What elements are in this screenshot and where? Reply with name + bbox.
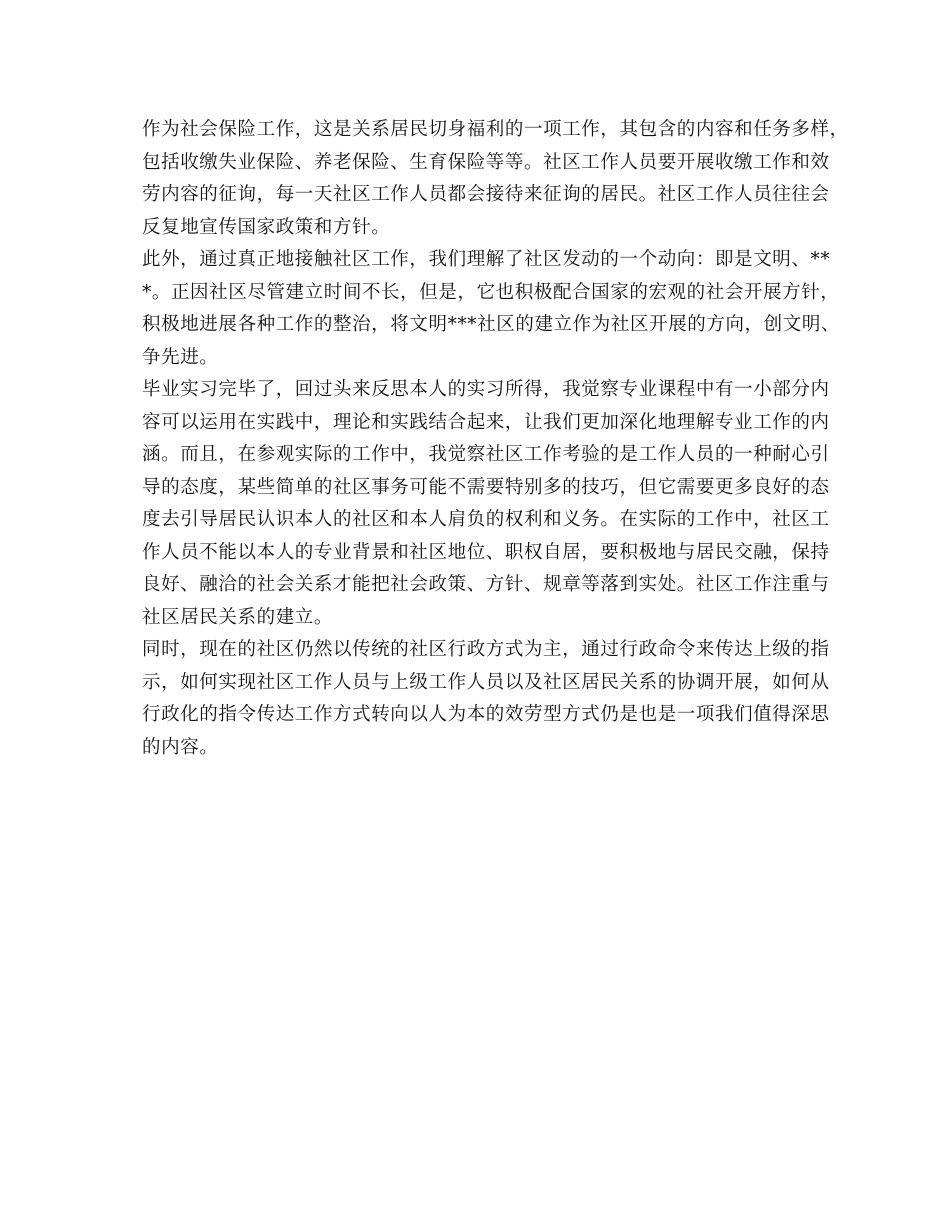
text-line: 毕业实习完毕了，回过头来反思本人的实习所得，我觉察专业课程中有一小部分内 <box>142 379 830 400</box>
text-line: 争先进。 <box>142 346 219 368</box>
text-line: 作人员不能以本人的专业背景和社区地位、职权自居，要积极地与居民交融，保持 <box>142 541 830 563</box>
text-line: 涵。而且，在参观实际的工作中，我觉察社区工作考验的是工作人员的一种耐心引 <box>142 444 830 465</box>
text-line: 行政化的指令传达工作方式转向以人为本的效劳型方式仍是也是一项我们值得深思 <box>142 704 830 725</box>
text-line: 劳内容的征询，每一天社区工作人员都会接待来征询的居民。社区工作人员往往会 <box>142 184 830 205</box>
text-line: 示，如何实现社区工作人员与上级工作人员以及社区居民关系的协调开展，如何从 <box>142 671 830 693</box>
text-line: 的内容。 <box>142 736 219 758</box>
text-line: 导的态度，某些简单的社区事务可能不需要特别多的技巧，但它需要更多良好的态 <box>142 476 830 498</box>
text-line: 反复地宣传国家政策和方针。 <box>142 216 391 238</box>
text-line: 度去引导居民认识本人的社区和本人肩负的权利和义务。在实际的工作中，社区工 <box>142 509 830 530</box>
document-body <box>142 114 849 764</box>
text-line: 容可以运用在实践中，理论和实践结合起来，让我们更加深化地理解专业工作的内 <box>142 411 830 433</box>
text-line: 良好、融洽的社会关系才能把社会政策、方针、规章等落到实处。社区工作注重与 <box>142 574 830 595</box>
text-line: 社区居民关系的建立。 <box>142 606 334 628</box>
text-line: *。正因社区尽管建立时间不长，但是，它也积极配合国家的宏观的社会开展方针， <box>142 281 840 303</box>
text-line: 积极地进展各种工作的整治，将文明***社区的建立作为社区开展的方向，创文明、 <box>142 314 841 335</box>
text-line: 此外，通过真正地接触社区工作，我们理解了社区发动的一个动向：即是文明、** <box>142 249 831 270</box>
text-line: 同时，现在的社区仍然以传统的社区行政方式为主，通过行政命令来传达上级的指 <box>142 639 830 660</box>
text-line: 包括收缴失业保险、养老保险、生育保险等等。社区工作人员要开展收缴工作和效 <box>142 151 830 173</box>
text-line: 作为社会保险工作，这是关系居民切身福利的一项工作，其包含的内容和任务多样， <box>142 119 849 140</box>
